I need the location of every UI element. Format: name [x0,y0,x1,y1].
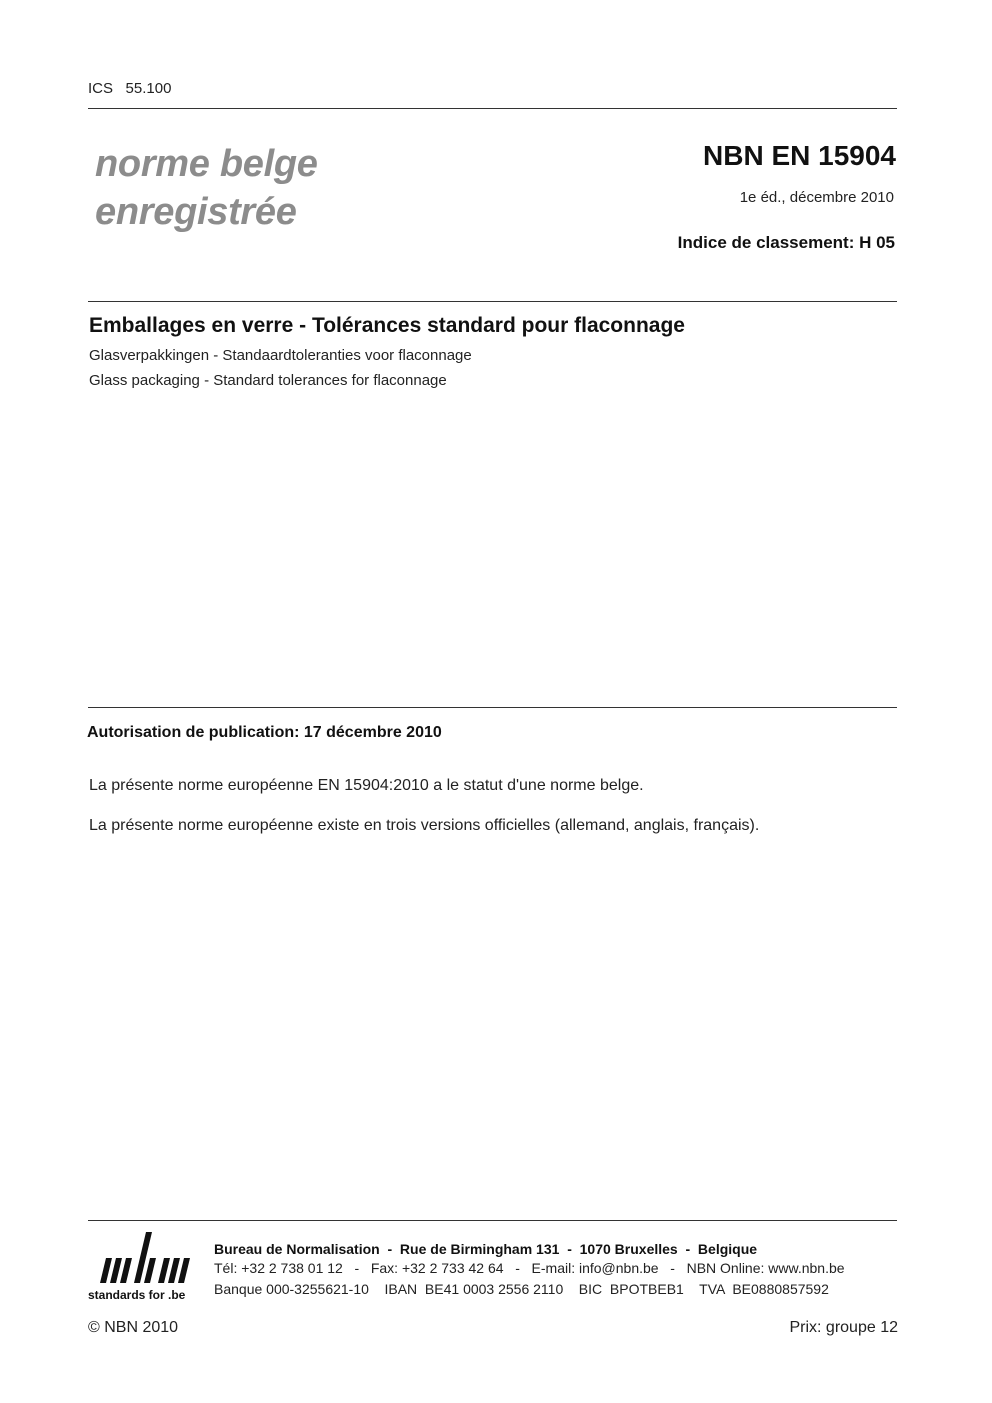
publication-rule [88,707,897,708]
ics-code [88,80,171,97]
standard-number: NBN EN 15904 [703,140,896,171]
classification-index: Indice de classement: H 05 [677,233,895,252]
title-french: Emballages en verre - Tolérances standard pour flaconnage [89,314,685,337]
ics-value: 55.100 [125,80,172,97]
title-english: Glass packaging - Standard tolerances for flaconnage [89,372,447,389]
footer-address: Bureau de Normalisation - Rue de Birmingham 131 - 1070 Bruxelles - Belgique [214,1241,758,1257]
versions-paragraph: La présente norme européenne existe en trois versions officielles (allemand, anglais, français). [89,817,760,834]
status-paragraph: La présente norme européenne EN 15904:2010 a le statut d'une norme belge. [89,777,644,794]
ics-label: ICS [88,80,114,97]
header-rule [88,108,897,109]
publication-authorization: Autorisation de publication: 17 décembre 2010 [87,724,442,741]
nbn-logo [88,1228,200,1308]
title-rule [88,301,897,302]
edition-date: 1e éd., décembre 2010 [739,189,894,206]
logo-tagline: standards for .be [88,1288,186,1302]
title-dutch: Glasverpakkingen - Standaardtoleranties voor flaconnage [89,347,472,364]
norme-belge-line1: norme belge [95,143,318,185]
copyright: © NBN 2010 [88,1319,179,1336]
price-group: Prix: groupe 12 [789,1319,898,1336]
norme-belge-line2: enregistrée [95,191,297,233]
footer-rule [88,1220,897,1221]
footer-bank: Banque 000-3255621-10 IBAN BE41 0003 2556 2110 BIC BPOTBEB1 TVA BE0880857592 [214,1281,829,1297]
norme-belge-heading [95,140,318,236]
footer-contact: Tél: +32 2 738 01 12 - Fax: +32 2 733 42 64 - E-mail: info@nbn.be - NBN Online: www.nbn.be [214,1260,845,1276]
nbn-logo-icon [88,1228,200,1288]
